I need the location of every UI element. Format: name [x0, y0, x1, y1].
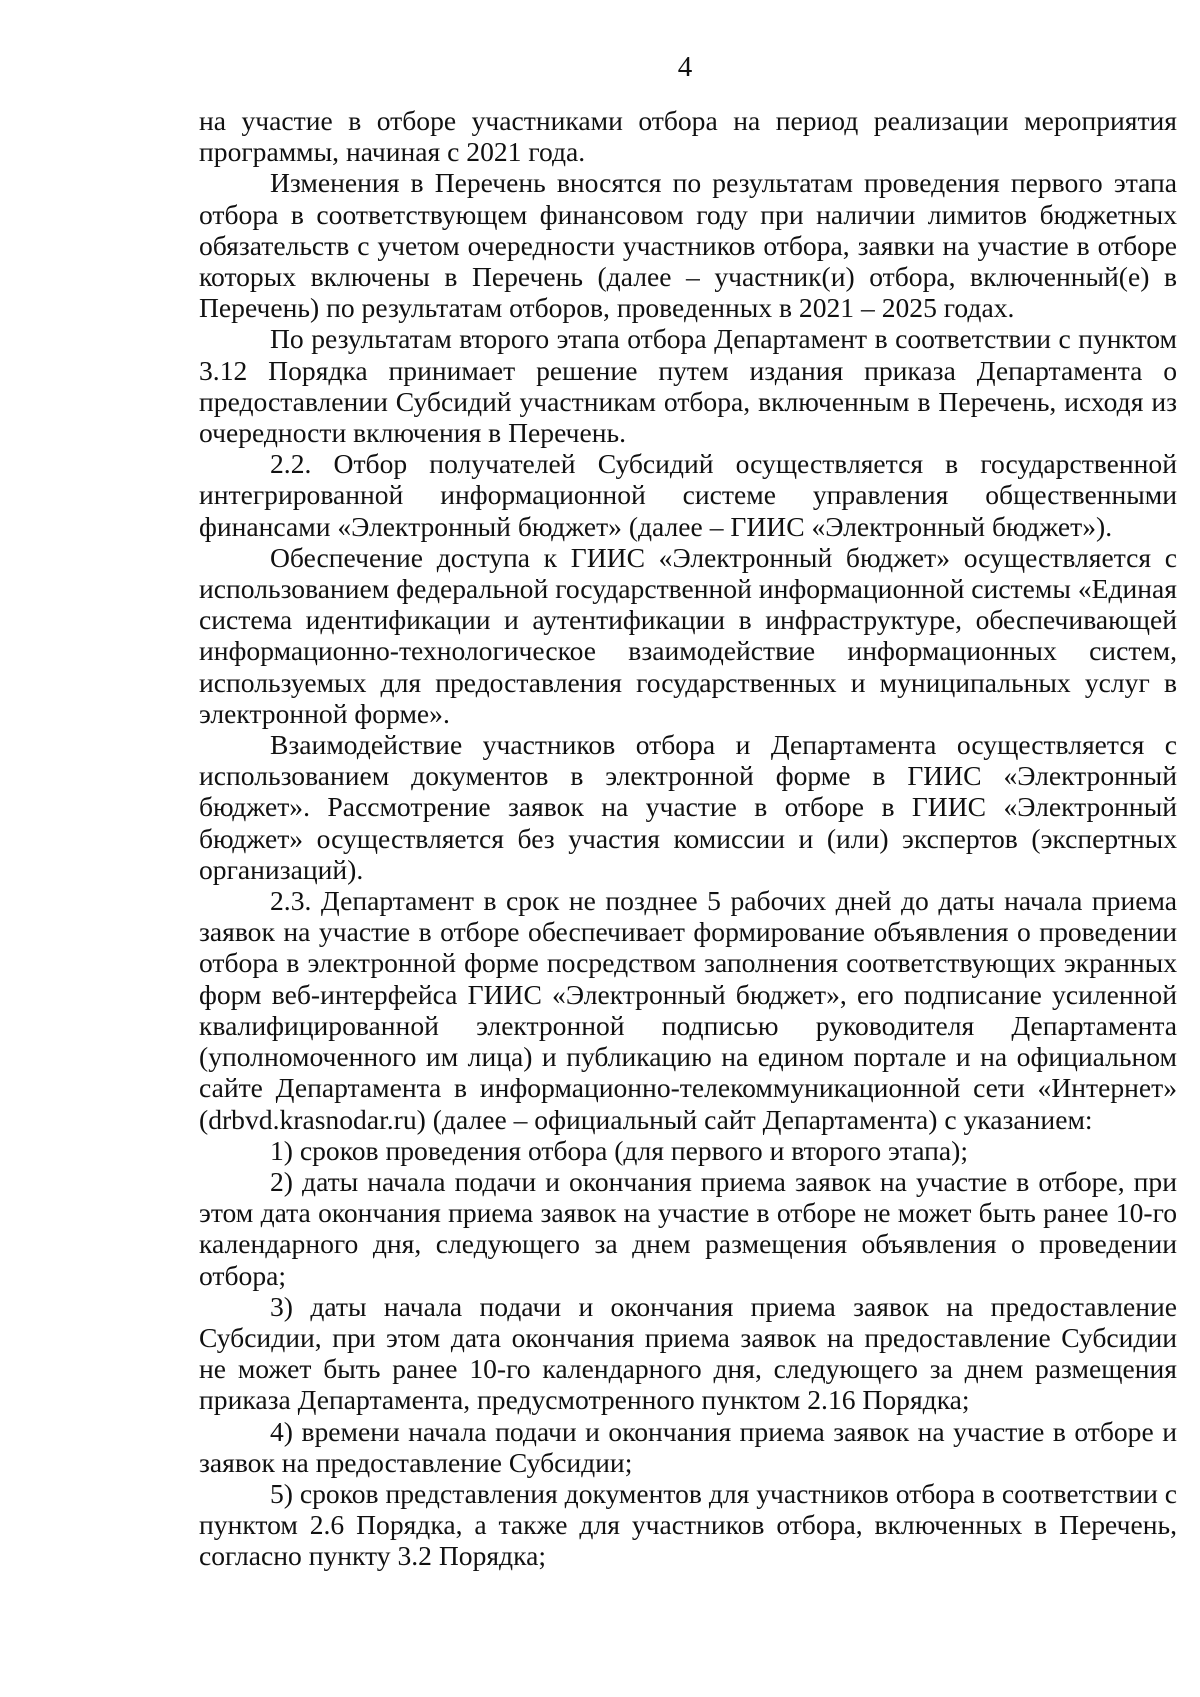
paragraph: 2.2. Отбор получателей Субсидий осуществляется в государственной интегрированной информационной системе управления общественными финансами «Электронный бюджет» (далее – ГИИС «Электронный бюджет»).	[199, 448, 1177, 542]
page-number: 4	[677, 51, 693, 83]
list-item: 3) даты начала подачи и окончания приема заявок на предоставление Субсидии, при этом дата окончания приема заявок на предоставление Субсидии не может быть ранее 10-го календарного дня, следующего за днем размещения приказа Департамента, предусмотренного пунктом 2.16 Порядка;	[199, 1290, 1177, 1416]
document-body	[199, 105, 1177, 1572]
list-item: 5) сроков представления документов для участников отбора в соответствии с пунктом 2.6 Порядка, а также для участников отбора, включенных в Перечень, согласно пункту 3.2 Порядка;	[199, 1477, 1177, 1572]
list-item: 2) даты начала подачи и окончания приема заявок на участие в отборе, при этом дата окончания приема заявок на участие в отборе не может быть ранее 10-го календарного дня, следующего за днем размещения объявления о проведении отбора;	[199, 1165, 1177, 1291]
paragraph: 2.3. Департамент в срок не позднее 5 рабочих дней до даты начала приема заявок на участие в отборе обеспечивает формирование объявления о проведении отбора в электронной форме посредством заполнения соответствующих экранных форм веб-интерфейса ГИИС «Электронный бюджет», его подписание усиленной квалифицированной электронной подписью руководителя Департамента (уполномоченного им лица) и публикацию на едином портале и на официальном сайте Департамента в информационно-телекоммуникационной сети «Интернет» (drbvd.krasnodar.ru) (далее – официальный сайт Департамента) с указанием:	[199, 885, 1177, 1135]
paragraph: Обеспечение доступа к ГИИС «Электронный бюджет» осуществляется с использованием федеральной государственной информационной системы «Единая система идентификации и аутентификации в инфраструктуре, обеспечивающей информационно-технологическое взаимодействие информационных систем, используемых для предоставления государственных и муниципальных услуг в электронной форме».	[199, 541, 1177, 729]
paragraph: Взаимодействие участников отбора и Департамента осуществляется с использованием документов в электронной форме в ГИИС «Электронный бюджет». Рассмотрение заявок на участие в отборе в ГИИС «Электронный бюджет» осуществляется без участия комиссии и (или) экспертов (экспертных организаций).	[199, 729, 1177, 885]
list-item: 4) времени начала подачи и окончания приема заявок на участие в отборе и заявок на предоставление Субсидии;	[199, 1415, 1177, 1478]
paragraph: Изменения в Перечень вносятся по результатам проведения первого этапа отбора в соответствующем финансовом году при наличии лимитов бюджетных обязательств с учетом очередности участников отбора, заявки на участие в отборе которых включены в Перечень (далее – участник(и) отбора, включенный(е) в Перечень) по результатам отборов, проведенных в 2021 – 2025 годах.	[199, 167, 1177, 324]
paragraph: на участие в отборе участниками отбора на период реализации мероприятия программы, начиная с 2021 года.	[199, 105, 1177, 168]
list-item: 1) сроков проведения отбора (для первого и второго этапа);	[270, 1134, 969, 1166]
paragraph: По результатам второго этапа отбора Департамент в соответствии с пунктом 3.12 Порядка принимает решение путем издания приказа Департамента о предоставлении Субсидий участникам отбора, включенным в Перечень, исходя из очередности включения в Перечень.	[199, 323, 1177, 449]
